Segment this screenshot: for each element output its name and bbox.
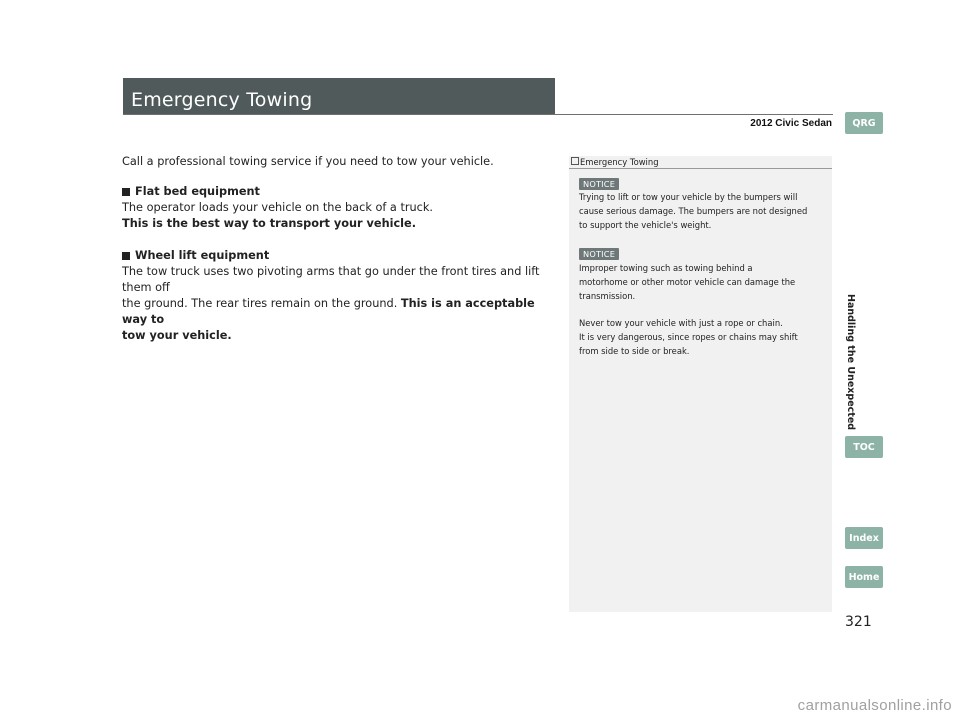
notice2-line1: Improper towing such as towing behind a xyxy=(579,263,753,273)
flat-bed-heading xyxy=(122,184,562,200)
sidebar-notes xyxy=(569,156,832,612)
toc-tab[interactable]: TOC xyxy=(845,436,883,458)
wheel-lift-line2 xyxy=(122,296,562,328)
home-tab[interactable]: Home xyxy=(845,566,883,588)
square-bullet-icon xyxy=(122,252,130,260)
warning-line1: Never tow your vehicle with just a rope or chain. xyxy=(579,318,783,328)
sidebar-heading xyxy=(569,156,832,169)
flat-bed-text: The operator loads your vehicle on the back of a truck. xyxy=(122,201,434,214)
title-divider xyxy=(123,114,833,115)
index-tab[interactable]: Index xyxy=(845,527,883,549)
flat-bed-heading-text: Flat bed equipment xyxy=(135,185,260,198)
section-label: Handling the Unexpected xyxy=(845,294,856,431)
notice-badge: NOTICE xyxy=(579,178,619,190)
reference-icon xyxy=(571,157,579,165)
page-number: 321 xyxy=(845,614,872,630)
wheel-lift-line1: The tow truck uses two pivoting arms that go under the front tires and lift them off xyxy=(122,265,540,294)
square-bullet-icon xyxy=(122,188,130,196)
warning-line2: It is very dangerous, since ropes or chains may shift xyxy=(579,332,798,342)
wheel-lift-heading xyxy=(122,248,562,264)
wheel-lift-line2-text: the ground. The rear tires remain on the ground. xyxy=(122,297,398,310)
notice1-line3: to support the vehicle's weight. xyxy=(579,220,712,230)
flat-bed-bold-text: This is the best way to transport your vehicle. xyxy=(122,217,417,230)
notice2-line3: transmission. xyxy=(579,291,636,301)
sidebar-heading-text: Emergency Towing xyxy=(580,157,659,167)
wheel-lift-line2-bold: This is an acceptable way to xyxy=(122,297,535,326)
notice1-line1: Trying to lift or tow your vehicle by the bumpers will xyxy=(579,192,798,202)
qrg-tab[interactable]: QRG xyxy=(845,112,883,134)
page-title: Emergency Towing xyxy=(131,89,313,111)
notice1-line2: cause serious damage. The bumpers are not designed xyxy=(579,206,808,216)
wheel-lift-heading-text: Wheel lift equipment xyxy=(135,249,270,262)
warning-line3: from side to side or break. xyxy=(579,346,690,356)
wheel-lift-line3-bold: tow your vehicle. xyxy=(122,329,232,342)
notice2-line2: motorhome or other motor vehicle can damage the xyxy=(579,277,796,287)
main-content xyxy=(122,154,562,344)
notice-badge: NOTICE xyxy=(579,248,619,260)
intro-text: Call a professional towing service if you need to tow your vehicle. xyxy=(122,155,494,168)
model-name: 2012 Civic Sedan xyxy=(750,118,832,129)
watermark: carmanualsonline.info xyxy=(797,697,952,714)
title-bar xyxy=(123,78,555,115)
